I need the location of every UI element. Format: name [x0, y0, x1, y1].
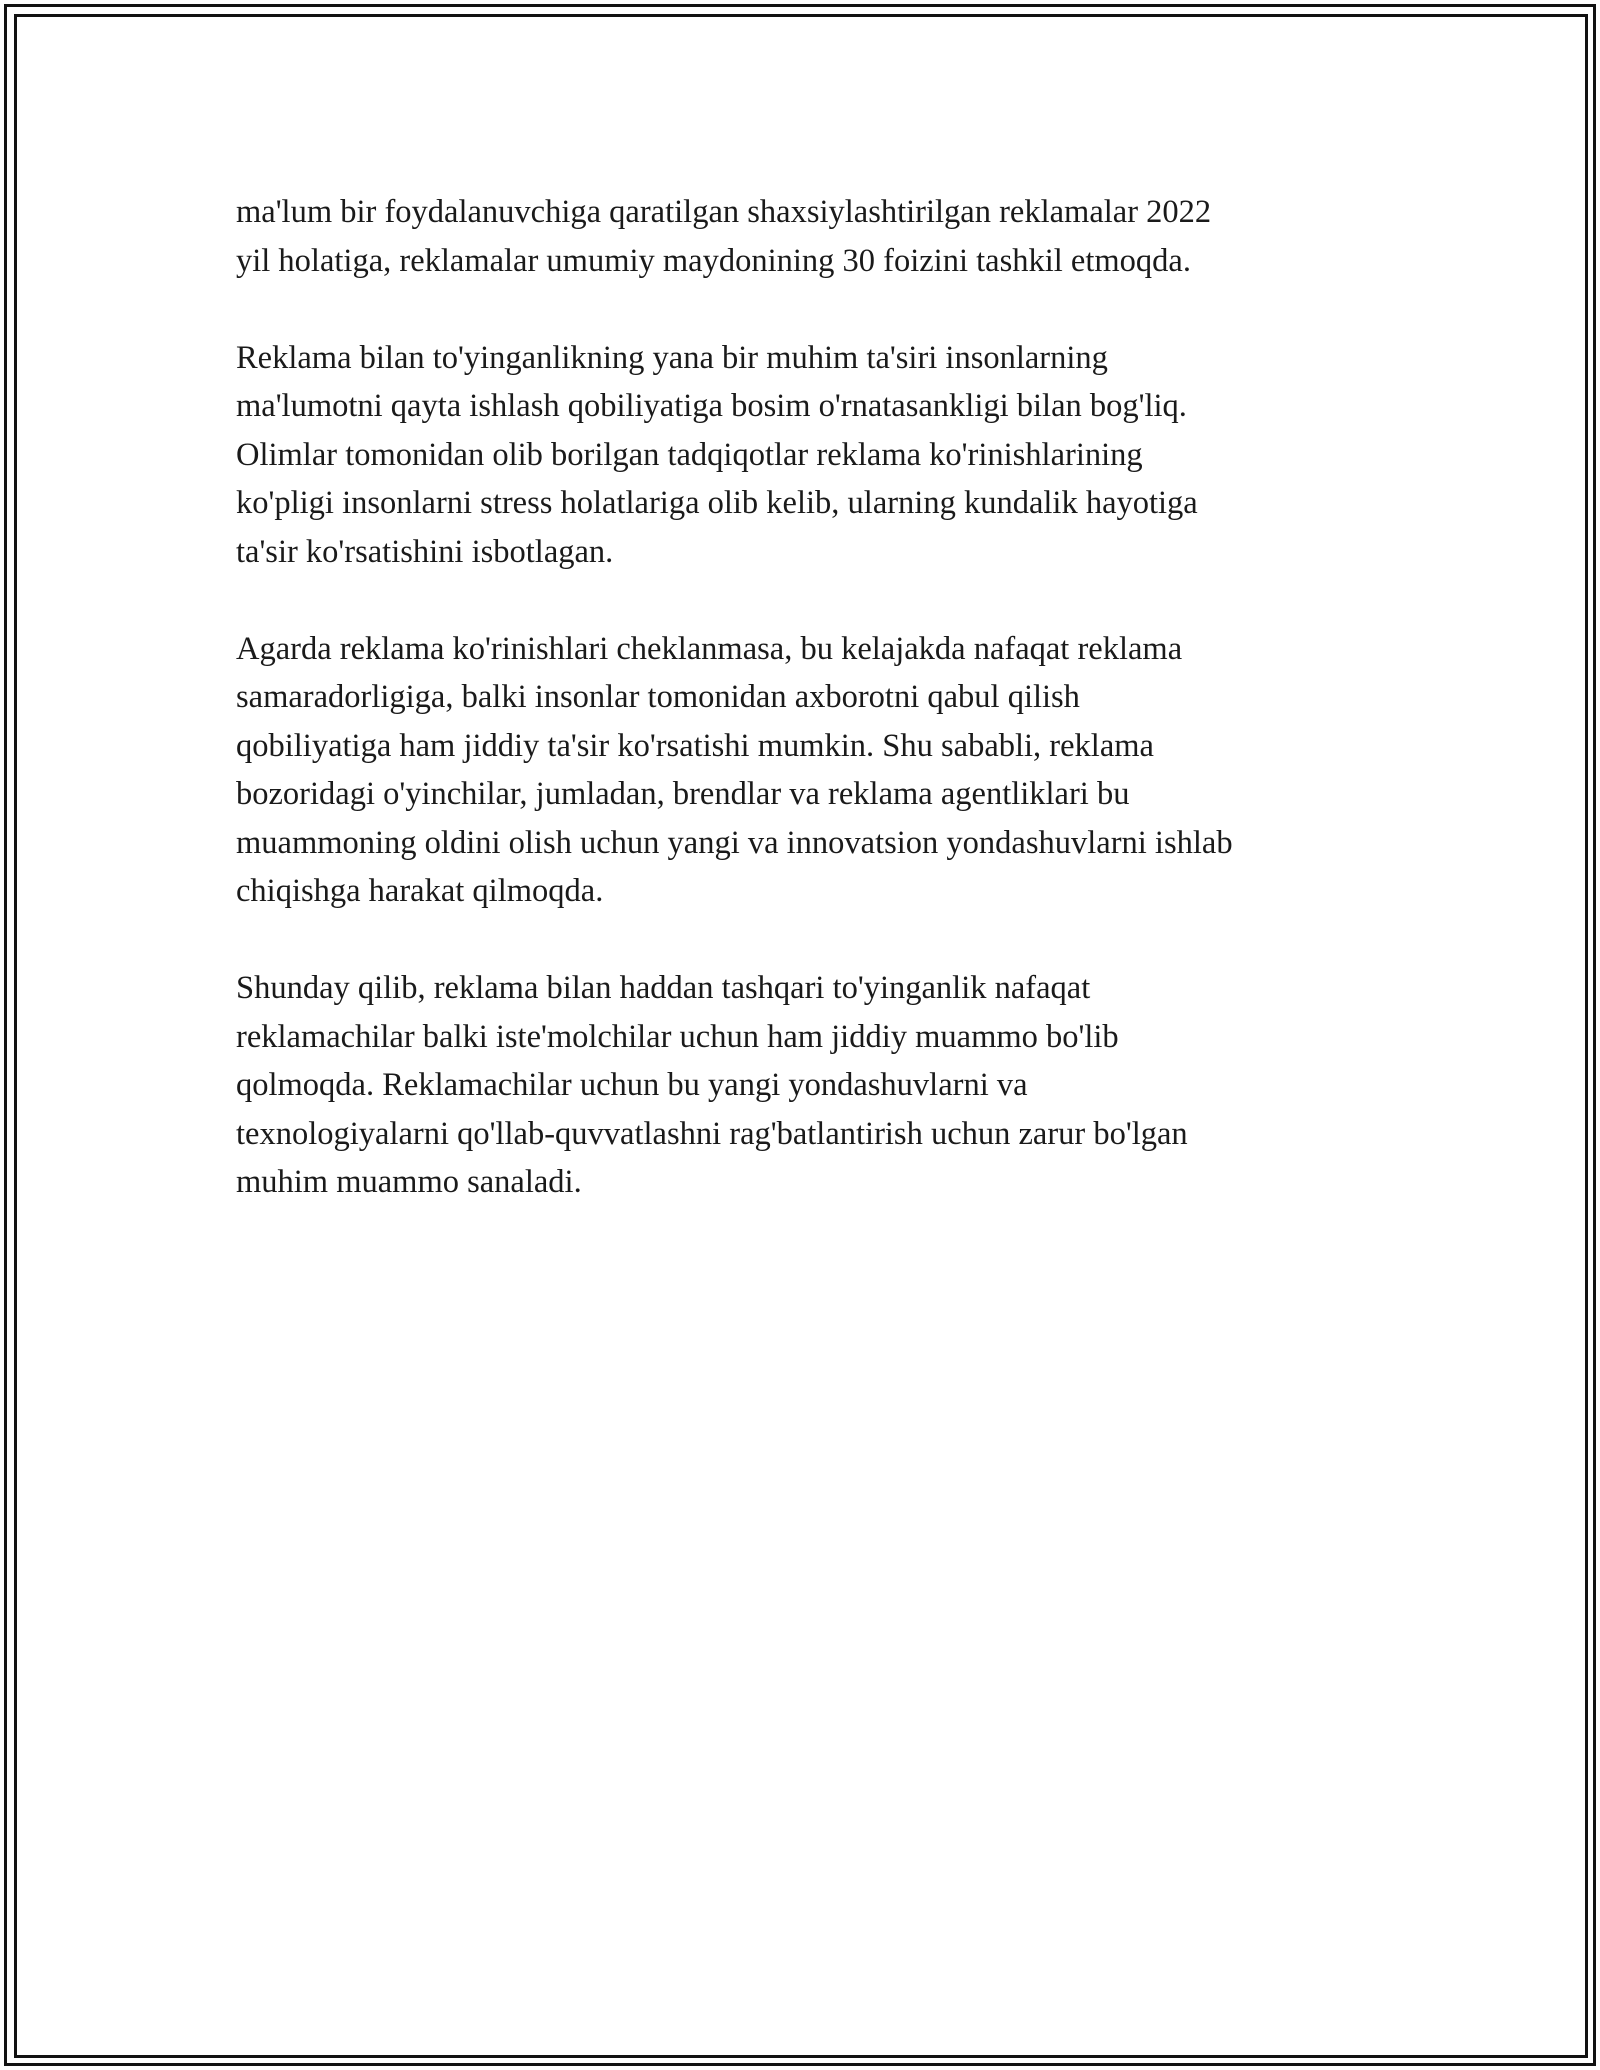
document-body	[236, 188, 1416, 1255]
text-line: bozoridagi o'yinchilar, jumladan, brendlar va reklama agentliklari bu	[236, 776, 1130, 812]
text-line: muammoning oldini olish uchun yangi va innovatsion yondashuvlarni ishlab	[236, 824, 1233, 861]
text-line: ta'sir ko'rsatishini isbotlagan.	[236, 533, 614, 570]
text-line: ma'lumotni qayta ishlash qobiliyatiga bosim o'rnatasankligi bilan bog'liq.	[236, 388, 1187, 424]
text-line: reklamachilar balki iste'molchilar uchun ham jiddiy muammo bo'lib	[236, 1018, 1119, 1055]
text-line: Shunday qilib, reklama bilan haddan tashqari to'yinganlik nafaqat	[236, 970, 1091, 1006]
text-line: ma'lum bir foydalanuvchiga qaratilgan shaxsiylashtirilgan reklamalar 2022	[236, 194, 1212, 230]
text-line: qobiliyatiga ham jiddiy ta'sir ko'rsatishi mumkin. Shu sababli, reklama	[236, 727, 1154, 764]
text-line: Olimlar tomonidan olib borilgan tadqiqotlar reklama ko'rinishlarining	[236, 436, 1143, 473]
text-line: Reklama bilan to'yinganlikning yana bir muhim ta'siri insonlarning	[236, 339, 1108, 376]
text-line: Agarda reklama ko'rinishlari cheklanmasa, bu kelajakda nafaqat reklama	[236, 630, 1183, 667]
text-line: chiqishga harakat qilmoqda.	[236, 873, 604, 909]
paragraph-4	[236, 964, 1416, 1207]
text-line: muhim muammo sanaladi.	[236, 1164, 582, 1200]
text-line: texnologiyalarni qo'llab-quvvatlashni rag'batlantirish uchun zarur bo'lgan	[236, 1115, 1188, 1152]
text-line: samaradorligiga, balki insonlar tomonidan axborotni qabul qilish	[236, 679, 1080, 715]
paragraph-1	[236, 188, 1416, 285]
text-line: qolmoqda. Reklamachilar uchun bu yangi yondashuvlarni va	[236, 1067, 1028, 1103]
text-line: ko'pligi insonlarni stress holatlariga olib kelib, ularning kundalik hayotiga	[236, 485, 1198, 521]
paragraph-2	[236, 334, 1416, 577]
paragraph-3	[236, 625, 1416, 916]
text-line: yil holatiga, reklamalar umumiy maydonining 30 foizini tashkil etmoqda.	[236, 242, 1191, 279]
